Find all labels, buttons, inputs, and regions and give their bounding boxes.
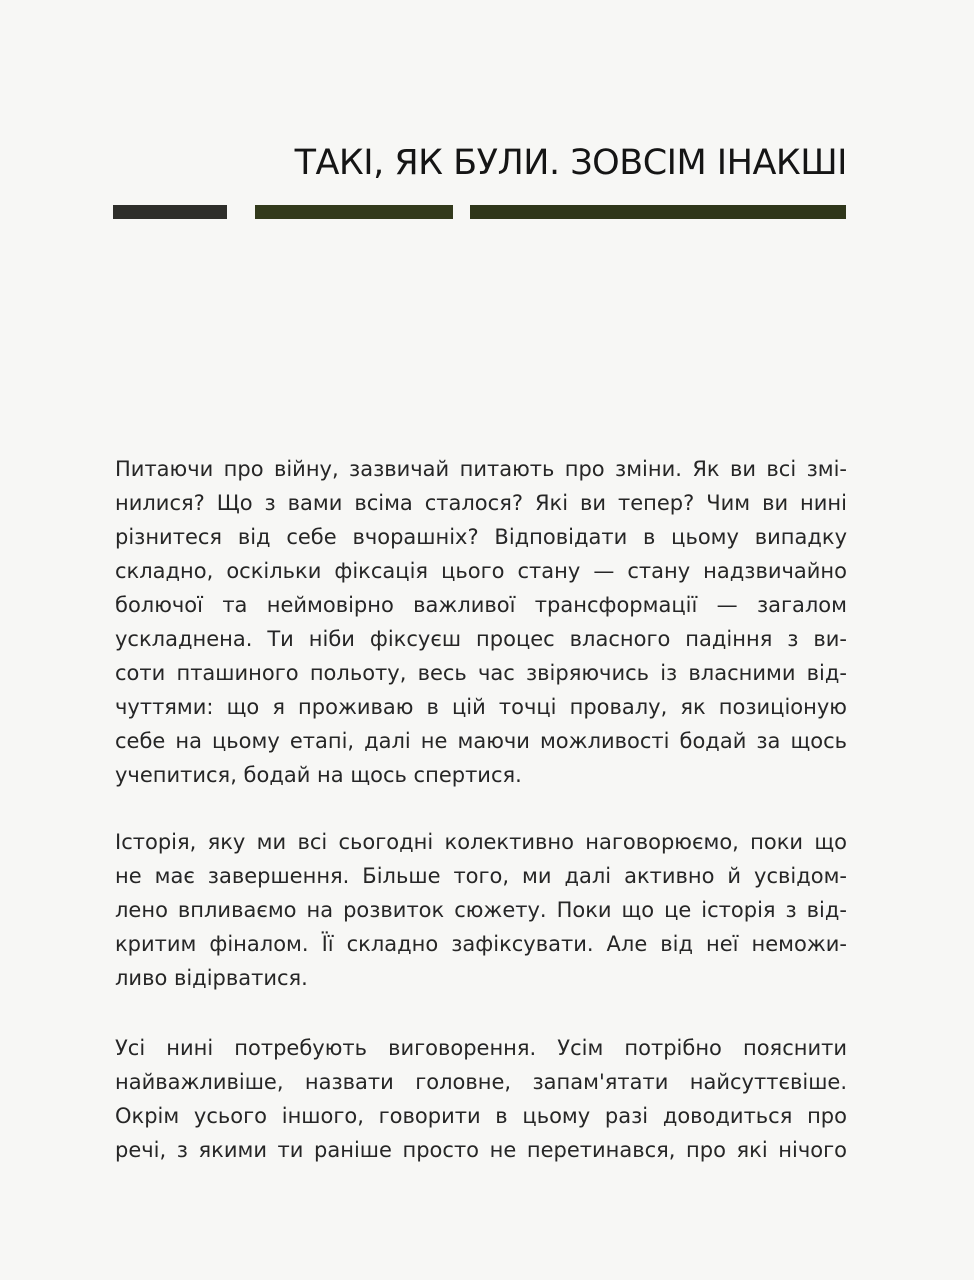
- text-line: соти пташиного польоту, весь час звіряючись із власними від-: [115, 661, 847, 685]
- text-line: Усі нині потребують виговорення. Усім потрібно пояснити: [115, 1036, 847, 1060]
- text-line: речі, з якими ти раніше просто не перетинався, про які нічого: [115, 1138, 847, 1162]
- text-line: найважливіше, назвати головне, запам'ятати найсуттєвіше.: [115, 1070, 847, 1094]
- paragraph-1: [115, 452, 847, 792]
- text-line: болючої та неймовірно важливої трансформації — загалом: [115, 593, 847, 617]
- text-line: не має завершення. Більше того, ми далі активно й усвідом-: [115, 864, 847, 888]
- text-line: чуттями: що я проживаю в цій точці провалу, як позиціоную: [115, 695, 847, 719]
- text-line: різнитеся від себе вчорашніх? Відповідати в цьому випадку: [115, 525, 847, 549]
- text-line: складно, оскільки фіксація цього стану — стану надзвичайно: [115, 559, 847, 583]
- title-rule-segment: [255, 205, 453, 219]
- text-line: ливо відірватися.: [115, 966, 308, 990]
- text-line: учепитися, бодай на щось спертися.: [115, 763, 522, 787]
- text-line: лено впливаємо на розвиток сюжету. Поки що це історія з від-: [115, 898, 847, 922]
- chapter-title: ТАКІ, ЯК БУЛИ. ЗОВСІМ ІНАКШІ: [294, 143, 847, 183]
- title-rule-segment: [113, 205, 227, 219]
- text-line: нилися? Що з вами всіма сталося? Які ви тепер? Чим ви нині: [115, 491, 847, 515]
- paragraph-3: [115, 1031, 847, 1167]
- text-line: Окрім усього іншого, говорити в цьому разі доводиться про: [115, 1104, 847, 1128]
- text-line: критим фіналом. Її складно зафіксувати. Але від неї неможи-: [115, 932, 847, 956]
- text-line: ускладнена. Ти ніби фіксуєш процес власного падіння з ви-: [115, 627, 847, 651]
- paragraph-2: [115, 825, 847, 995]
- text-line: Історія, яку ми всі сьогодні колективно наговорюємо, поки що: [115, 830, 847, 854]
- text-line: Питаючи про війну, зазвичай питають про зміни. Як ви всі змі-: [115, 457, 847, 481]
- text-line: себе на цьому етапі, далі не маючи можливості бодай за щось: [115, 729, 847, 753]
- title-rule-segment: [470, 205, 846, 219]
